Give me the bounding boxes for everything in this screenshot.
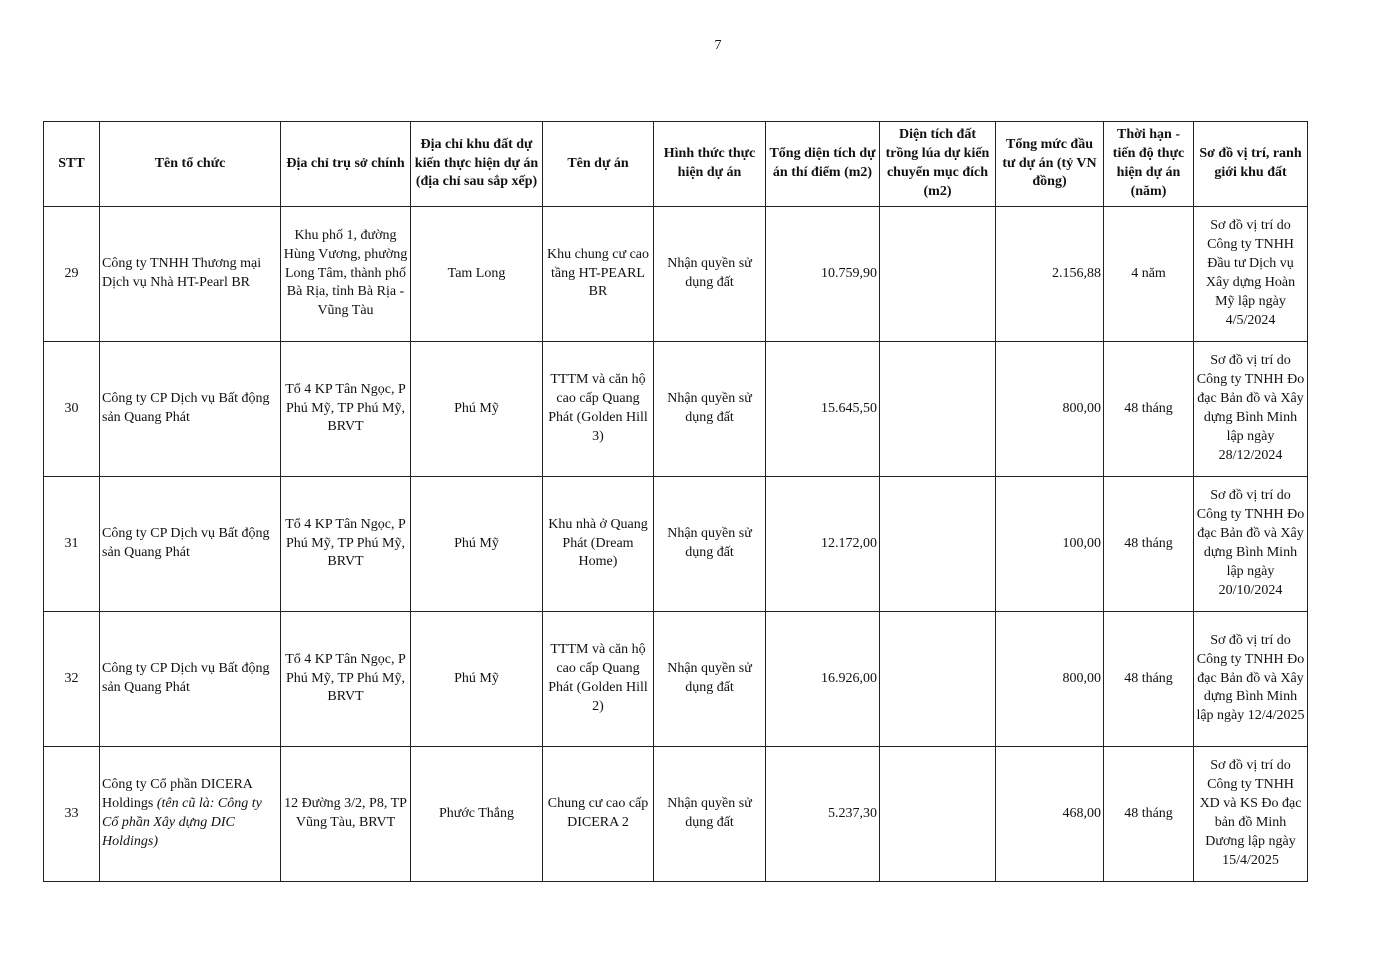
cell-map: Sơ đồ vị trí do Công ty TNHH Đo đạc Bản đồ và Xây dựng Bình Minh lập ngày 20/10/2024 <box>1194 477 1308 612</box>
cell-duration: 48 tháng <box>1104 477 1194 612</box>
cell-form: Nhận quyền sử dụng đất <box>654 477 766 612</box>
cell-stt: 29 <box>44 207 100 342</box>
cell-site: Tam Long <box>411 207 543 342</box>
cell-area: 16.926,00 <box>766 612 880 747</box>
cell-duration: 48 tháng <box>1104 747 1194 882</box>
cell-hq: Khu phố 1, đường Hùng Vương, phường Long Tâm, thành phố Bà Rịa, tỉnh Bà Rịa - Vũng Tàu <box>281 207 411 342</box>
org-former-name: (tên cũ là: Công ty Cổ phần Xây dựng DIC Holdings) <box>102 796 262 849</box>
cell-form: Nhận quyền sử dụng đất <box>654 207 766 342</box>
table-row <box>44 207 1308 342</box>
cell-map: Sơ đồ vị trí do Công ty TNHH Đo đạc Bản đồ và Xây dựng Bình Minh lập ngày 12/4/2025 <box>1194 612 1308 747</box>
cell-rice <box>880 477 996 612</box>
cell-duration: 48 tháng <box>1104 342 1194 477</box>
cell-rice <box>880 207 996 342</box>
cell-site: Phước Thắng <box>411 747 543 882</box>
cell-project: Khu chung cư cao tầng HT-PEARL BR <box>543 207 654 342</box>
header-org: Tên tổ chức <box>100 122 281 207</box>
header-invest: Tổng mức đầu tư dự án (tỷ VN đồng) <box>996 122 1104 207</box>
cell-rice <box>880 612 996 747</box>
cell-rice <box>880 747 996 882</box>
cell-duration: 4 năm <box>1104 207 1194 342</box>
cell-project: Khu nhà ở Quang Phát (Dream Home) <box>543 477 654 612</box>
cell-hq: Tổ 4 KP Tân Ngọc, P Phú Mỹ, TP Phú Mỹ, BRVT <box>281 612 411 747</box>
header-rice: Diện tích đất trồng lúa dự kiến chuyển mục đích (m2) <box>880 122 996 207</box>
cell-map: Sơ đồ vị trí do Công ty TNHH XD và KS Đo đạc bản đồ Minh Dương lập ngày 15/4/2025 <box>1194 747 1308 882</box>
cell-form: Nhận quyền sử dụng đất <box>654 612 766 747</box>
cell-org <box>100 477 281 612</box>
header-project: Tên dự án <box>543 122 654 207</box>
cell-area: 10.759,90 <box>766 207 880 342</box>
header-site: Địa chỉ khu đất dự kiến thực hiện dự án (địa chỉ sau sắp xếp) <box>411 122 543 207</box>
cell-org <box>100 612 281 747</box>
org-name: Công ty Cổ phần DICERA Holdings <box>102 777 253 812</box>
cell-org <box>100 207 281 342</box>
cell-project: Chung cư cao cấp DICERA 2 <box>543 747 654 882</box>
cell-invest: 2.156,88 <box>996 207 1104 342</box>
cell-invest: 468,00 <box>996 747 1104 882</box>
header-area: Tổng diện tích dự án thí điểm (m2) <box>766 122 880 207</box>
header-stt: STT <box>44 122 100 207</box>
cell-map: Sơ đồ vị trí do Công ty TNHH Đo đạc Bản đồ và Xây dựng Bình Minh lập ngày 28/12/2024 <box>1194 342 1308 477</box>
cell-area: 15.645,50 <box>766 342 880 477</box>
cell-area: 12.172,00 <box>766 477 880 612</box>
cell-stt: 30 <box>44 342 100 477</box>
header-form: Hình thức thực hiện dự án <box>654 122 766 207</box>
cell-hq: 12 Đường 3/2, P8, TP Vũng Tàu, BRVT <box>281 747 411 882</box>
cell-invest: 100,00 <box>996 477 1104 612</box>
cell-hq: Tổ 4 KP Tân Ngọc, P Phú Mỹ, TP Phú Mỹ, BRVT <box>281 342 411 477</box>
table-row <box>44 747 1308 882</box>
cell-area: 5.237,30 <box>766 747 880 882</box>
org-name: Công ty CP Dịch vụ Bất động sản Quang Phát <box>102 391 270 425</box>
cell-form: Nhận quyền sử dụng đất <box>654 747 766 882</box>
cell-invest: 800,00 <box>996 342 1104 477</box>
cell-map: Sơ đồ vị trí do Công ty TNHH Đầu tư Dịch vụ Xây dựng Hoàn Mỹ lập ngày 4/5/2024 <box>1194 207 1308 342</box>
org-name: Công ty CP Dịch vụ Bất động sản Quang Phát <box>102 526 270 560</box>
cell-rice <box>880 342 996 477</box>
header-map: Sơ đồ vị trí, ranh giới khu đất <box>1194 122 1308 207</box>
cell-org <box>100 342 281 477</box>
header-hq: Địa chỉ trụ sở chính <box>281 122 411 207</box>
cell-stt: 31 <box>44 477 100 612</box>
header-row <box>44 122 1308 207</box>
header-duration: Thời hạn - tiến độ thực hiện dự án (năm) <box>1104 122 1194 207</box>
cell-project: TTTM và căn hộ cao cấp Quang Phát (Golden Hill 2) <box>543 612 654 747</box>
table-row <box>44 342 1308 477</box>
cell-project: TTTM và căn hộ cao cấp Quang Phát (Golden Hill 3) <box>543 342 654 477</box>
cell-duration: 48 tháng <box>1104 612 1194 747</box>
project-table <box>43 121 1308 882</box>
table-row <box>44 612 1308 747</box>
cell-site: Phú Mỹ <box>411 477 543 612</box>
cell-stt: 33 <box>44 747 100 882</box>
cell-site: Phú Mỹ <box>411 342 543 477</box>
table-row <box>44 477 1308 612</box>
org-name: Công ty TNHH Thương mại Dịch vụ Nhà HT-Pearl BR <box>102 256 262 290</box>
cell-org <box>100 747 281 882</box>
org-name: Công ty CP Dịch vụ Bất động sản Quang Phát <box>102 661 270 695</box>
cell-hq: Tổ 4 KP Tân Ngọc, P Phú Mỹ, TP Phú Mỹ, BRVT <box>281 477 411 612</box>
cell-site: Phú Mỹ <box>411 612 543 747</box>
cell-invest: 800,00 <box>996 612 1104 747</box>
cell-form: Nhận quyền sử dụng đất <box>654 342 766 477</box>
page-number: 7 <box>714 38 722 53</box>
cell-stt: 32 <box>44 612 100 747</box>
